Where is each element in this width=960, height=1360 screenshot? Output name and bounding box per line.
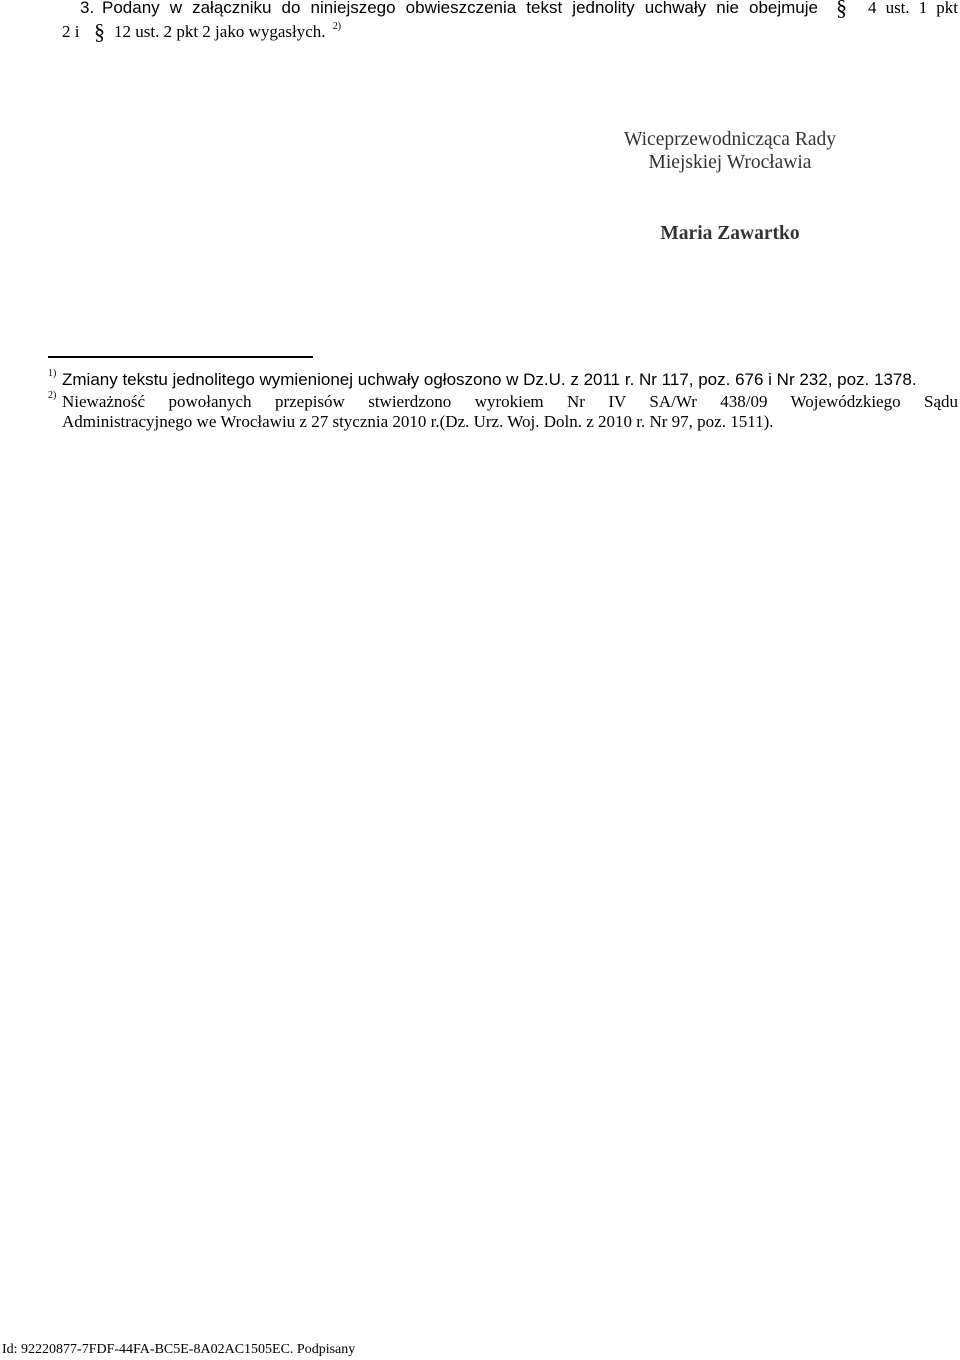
paragraph-line1-tail: 4 ust. 1 pkt xyxy=(868,0,958,17)
signature-name: Maria Zawartko xyxy=(660,223,800,244)
paragraph-line2-body xyxy=(114,22,341,42)
footnote-1-marker: 1) xyxy=(48,368,57,379)
section-sign-line1: § xyxy=(836,0,847,20)
paragraph-line1-text: Podany w załączniku do niniejszego obwieszczenia tekst jednolity uchwały nie obejmuje xyxy=(102,0,818,17)
document-footer-id: Id: 92220877-7FDF-44FA-BC5E-8A02AC1505EC. Podpisany xyxy=(2,1342,356,1357)
paragraph-line2-tail: 12 ust. 2 pkt 2 jako wygasłych. xyxy=(114,22,326,41)
signature-title-line2: Miejskiej Wrocławia xyxy=(648,152,812,173)
paragraph-number: 3. xyxy=(80,0,95,17)
signature-title-line1: Wiceprzewodnicząca Rady xyxy=(624,129,836,150)
footnote-2-text-line1: Nieważność powołanych przepisów stwierdzono wyrokiem Nr IV SA/Wr 438/09 Wojewódzkiego Sądu xyxy=(62,392,958,411)
paragraph-footnote-ref: 2) xyxy=(332,21,342,32)
footnote-1-text: Zmiany tekstu jednolitego wymienionej uchwały ogłoszono w Dz.U. z 2011 r. Nr 117, poz. 676 i Nr 232, poz. 1378. xyxy=(62,370,917,389)
section-sign-line2: § xyxy=(94,19,105,44)
footnote-2-marker: 2) xyxy=(48,390,57,401)
footnote-separator xyxy=(48,356,313,358)
paragraph-line2-head: 2 i xyxy=(62,22,80,41)
footnote-2-text-line2: Administracyjnego we Wrocławiu z 27 stycznia 2010 r.(Dz. Urz. Woj. Doln. z 2010 r. Nr 97, poz. 1511). xyxy=(62,412,774,431)
